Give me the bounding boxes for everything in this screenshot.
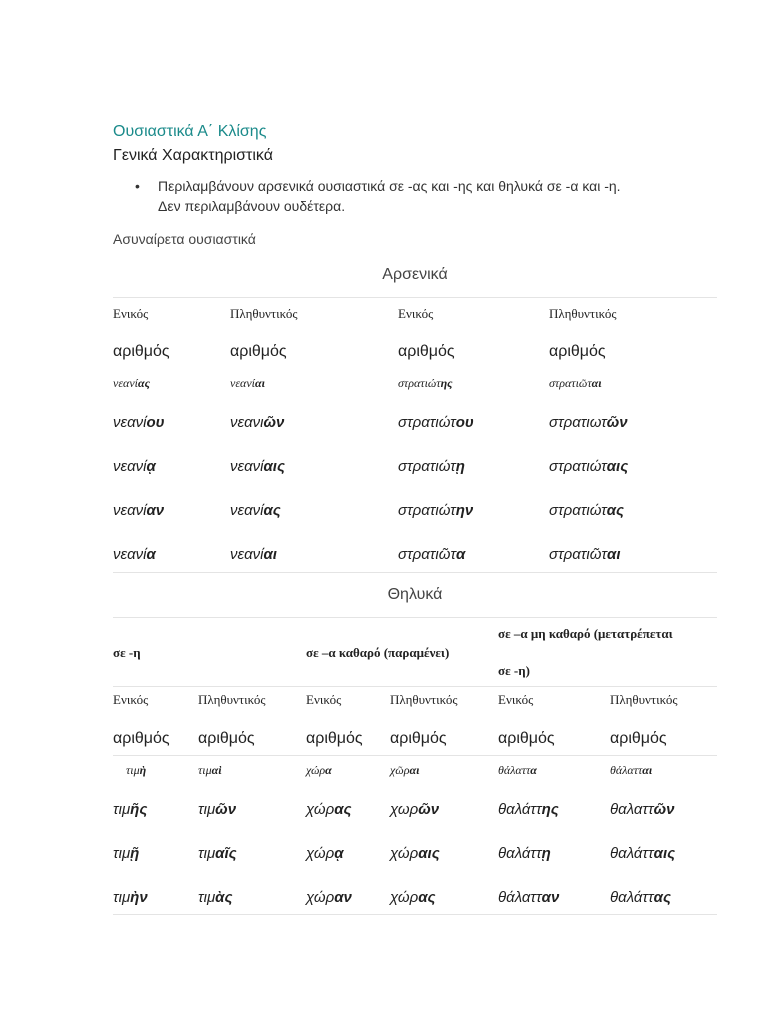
column-header: Ενικός [498, 692, 534, 707]
divider [113, 686, 717, 687]
word-ending: α [146, 546, 156, 563]
word-ending: αι [255, 376, 265, 390]
case-form [610, 889, 671, 906]
case-form [230, 502, 281, 519]
word-ending: αις [418, 845, 440, 862]
word-ending: ας [606, 502, 625, 519]
feminine-group-impure-alpha-line2: σε -η) [498, 663, 530, 678]
case-form [198, 801, 236, 818]
column-header: Πληθυντικός [610, 692, 678, 707]
word-stem: νεανί [230, 376, 256, 390]
word-stem: τιμ [113, 889, 131, 906]
word-stem: στρατιῶτ [549, 376, 592, 390]
word-stem: στρατιῶτ [549, 546, 608, 563]
word-stem: στρατιώτ [398, 376, 441, 390]
word-ending: ου [146, 414, 165, 431]
masculine-heading: Αρσενικά [382, 266, 448, 283]
word-ending: αῖς [215, 845, 237, 862]
case-form [549, 502, 624, 519]
word-stem: χώρ [390, 845, 419, 862]
word-stem: θάλαττ [498, 889, 542, 906]
word-ending: ης [440, 376, 453, 390]
word-stem: τιμ [198, 801, 216, 818]
word-stem: στρατιώτ [549, 458, 607, 475]
case-form [126, 763, 146, 778]
word-ending: αν [146, 502, 165, 519]
word-ending: ας [334, 801, 352, 818]
feminine-group-eta: σε -η [113, 645, 141, 660]
word-ending: αι [263, 546, 277, 563]
case-form [306, 763, 332, 778]
word-ending: ῶν [418, 801, 440, 818]
word-ending: ῃ [455, 458, 465, 475]
word-stem: νεανί [113, 502, 147, 519]
case-form [390, 801, 439, 818]
case-form [549, 458, 628, 475]
word-stem: χῶρ [390, 763, 410, 777]
word-ending: αις [653, 845, 676, 862]
case-form [230, 414, 284, 431]
word-ending: α [530, 763, 537, 777]
case-form [306, 801, 352, 818]
case-form [113, 889, 148, 906]
word-stem: τιμ [113, 845, 131, 862]
word-ending: αι [591, 376, 602, 390]
word-ending: ην [455, 502, 474, 519]
word-stem: νεανί [230, 458, 264, 475]
case-form [398, 376, 453, 391]
word-stem: χώρ [306, 763, 326, 777]
case-form [549, 546, 621, 563]
word-stem: θαλαττ [610, 801, 654, 818]
case-form [113, 376, 150, 391]
column-header: Ενικός [306, 692, 342, 707]
word-stem: στρατιωτ [549, 414, 607, 431]
word-ending: αὶ [211, 763, 222, 777]
case-form [610, 763, 652, 778]
word-ending: ῶν [215, 801, 237, 818]
page-subtitle: Γενικά Χαρακτηριστικά [113, 147, 273, 164]
word-ending: ὴν [130, 889, 148, 906]
word-stem: στρατιῶτ [398, 546, 457, 563]
word-stem: χωρ [390, 801, 419, 818]
number-label: αριθμός [398, 343, 455, 360]
word-stem: νεανι [230, 414, 264, 431]
word-ending: ας [418, 889, 436, 906]
word-stem: στρατιώτ [398, 502, 456, 519]
case-form [198, 763, 222, 778]
section-heading: Ασυναίρετα ουσιαστικά [113, 231, 256, 247]
case-form [549, 376, 602, 391]
word-ending: ῶν [263, 414, 285, 431]
word-ending: α [325, 763, 332, 777]
case-form [398, 458, 465, 475]
case-form [113, 546, 156, 563]
word-ending: ῇ [130, 845, 140, 862]
number-label: αριθμός [306, 730, 363, 747]
number-label: αριθμός [610, 730, 667, 747]
word-ending: ῶν [653, 801, 675, 818]
word-ending: αν [334, 889, 352, 906]
feminine-heading: Θηλυκά [387, 586, 443, 603]
word-stem: στρατιώτ [398, 414, 456, 431]
case-form [113, 801, 147, 818]
case-form [230, 458, 285, 475]
bullet-line-1: Περιλαμβάνουν αρσενικά ουσιαστικά σε -ας και -ης και θηλυκά σε -α και -η. [158, 178, 621, 194]
case-form [498, 763, 537, 778]
case-form [113, 845, 139, 862]
word-stem: νεανί [230, 502, 264, 519]
case-form [230, 376, 265, 391]
word-stem: νεανί [113, 458, 147, 475]
case-form [610, 801, 675, 818]
column-header: Πληθυντικός [198, 692, 266, 707]
word-ending: ης [541, 801, 559, 818]
number-label: αριθμός [230, 343, 287, 360]
column-header: Πληθυντικός [230, 306, 298, 321]
word-stem: χώρ [306, 889, 335, 906]
word-stem: τιμ [198, 845, 216, 862]
divider [113, 572, 717, 573]
word-ending: α [456, 546, 466, 563]
case-form [113, 414, 165, 431]
word-stem: χώρ [390, 889, 419, 906]
word-stem: θαλάττ [610, 845, 654, 862]
word-stem: νεανί [230, 546, 264, 563]
case-form [498, 801, 559, 818]
feminine-group-impure-alpha-line1: σε –α μη καθαρό (μετατρέπεται [498, 626, 673, 641]
page-title: Ουσιαστικά Α΄ Κλίσης [113, 123, 267, 140]
word-ending: ας [263, 502, 281, 519]
word-ending: ὴ [139, 763, 147, 777]
case-form [610, 845, 675, 862]
word-stem: τιμ [198, 889, 216, 906]
word-stem: τιμ [126, 763, 140, 777]
word-stem: θαλάττ [610, 889, 654, 906]
case-form [306, 889, 352, 906]
case-form [498, 889, 559, 906]
word-ending: αις [606, 458, 629, 475]
word-stem: θάλαττ [498, 763, 531, 777]
case-form [498, 845, 551, 862]
case-form [113, 502, 164, 519]
case-form [549, 414, 628, 431]
case-form [113, 458, 156, 475]
word-ending: ῃ [541, 845, 551, 862]
column-header: Ενικός [398, 306, 434, 321]
case-form [390, 845, 440, 862]
bullet-text [158, 176, 698, 216]
number-label: αριθμός [113, 343, 170, 360]
number-label: αριθμός [198, 730, 255, 747]
word-ending: αν [541, 889, 560, 906]
bullet-line-2: Δεν περιλαμβάνουν ουδέτερα. [158, 198, 346, 214]
column-header: Πληθυντικός [549, 306, 617, 321]
word-stem: νεανί [113, 414, 147, 431]
word-stem: νεανί [113, 546, 147, 563]
word-ending: αις [263, 458, 285, 475]
word-stem: χώρ [306, 845, 335, 862]
case-form [390, 889, 436, 906]
word-ending: ας [138, 376, 151, 390]
word-ending: αι [409, 763, 420, 777]
word-stem: στρατιώτ [398, 458, 456, 475]
divider [113, 914, 717, 915]
number-label: αριθμός [549, 343, 606, 360]
word-ending: ῶν [606, 414, 628, 431]
case-form [390, 763, 420, 778]
number-label: αριθμός [390, 730, 447, 747]
word-stem: τιμ [113, 801, 131, 818]
word-stem: θάλαττ [610, 763, 643, 777]
word-stem: τιμ [198, 763, 212, 777]
word-ending: ᾳ [146, 458, 156, 475]
word-ending: ῆς [130, 801, 148, 818]
word-stem: χώρ [306, 801, 335, 818]
word-stem: στρατιώτ [549, 502, 607, 519]
word-ending: αι [642, 763, 653, 777]
word-ending: ὰς [215, 889, 233, 906]
divider [113, 617, 717, 618]
column-header: Ενικός [113, 692, 149, 707]
word-ending: αι [607, 546, 621, 563]
divider [113, 755, 717, 756]
bullet-icon: • [135, 178, 140, 194]
column-header: Ενικός [113, 306, 149, 321]
word-stem: θαλάττ [498, 845, 542, 862]
case-form [230, 546, 277, 563]
feminine-group-pure-alpha: σε –α καθαρό (παραμένει) [306, 645, 450, 660]
column-header: Πληθυντικός [390, 692, 458, 707]
word-ending: ου [455, 414, 474, 431]
case-form [198, 845, 237, 862]
number-label: αριθμός [498, 730, 555, 747]
word-ending: ᾳ [334, 845, 344, 862]
number-label: αριθμός [113, 730, 170, 747]
word-ending: ας [653, 889, 671, 906]
case-form [198, 889, 232, 906]
case-form [306, 845, 344, 862]
case-form [398, 414, 474, 431]
divider [113, 297, 717, 298]
word-stem: θαλάττ [498, 801, 542, 818]
case-form [398, 502, 473, 519]
case-form [398, 546, 465, 563]
word-stem: νεανί [113, 376, 139, 390]
